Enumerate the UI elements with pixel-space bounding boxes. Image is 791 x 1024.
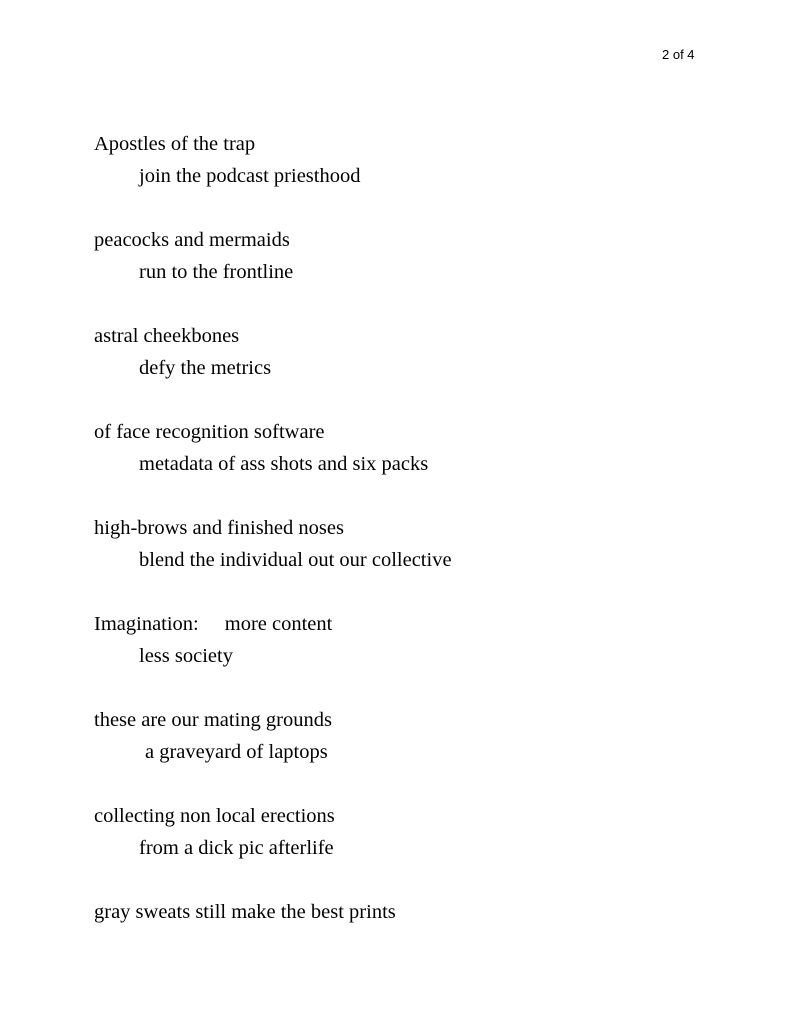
poem-line: gray sweats still make the best prints: [94, 901, 396, 923]
stanza: [94, 416, 754, 512]
page-number: 2 of 4: [662, 47, 695, 62]
poem-line: of face recognition software: [94, 421, 325, 443]
poem-line: Apostles of the trap: [94, 133, 256, 155]
poem-line: collecting non local erections: [94, 805, 335, 827]
poem-line-indented: from a dick pic afterlife: [139, 837, 334, 859]
poem-line: astral cheekbones: [94, 325, 240, 347]
poem-line-indented: blend the individual out our collective: [139, 549, 452, 571]
poem-line: high-brows and finished noses: [94, 517, 344, 539]
stanza: [94, 512, 754, 608]
stanza: [94, 608, 754, 704]
poem-line-part-right: more content: [224, 613, 333, 635]
stanza: [94, 320, 754, 416]
poem-line-indented: join the podcast priesthood: [139, 165, 361, 187]
poem-line-indented: metadata of ass shots and six packs: [139, 453, 429, 475]
poem-line-part-left: Imagination:: [94, 613, 199, 635]
poem-line-split: [94, 608, 754, 640]
poem-line-indented: less society: [139, 645, 233, 667]
poem: [94, 128, 754, 992]
stanza: [94, 224, 754, 320]
stanza: [94, 800, 754, 896]
poem-line: peacocks and mermaids: [94, 229, 290, 251]
poem-line: these are our mating grounds: [94, 709, 332, 731]
poem-line-indented: a graveyard of laptops: [145, 741, 328, 763]
stanza: [94, 128, 754, 224]
poem-line-indented: defy the metrics: [139, 357, 272, 379]
poem-line-indented: run to the frontline: [139, 261, 294, 283]
stanza: [94, 896, 754, 992]
stanza: [94, 704, 754, 800]
